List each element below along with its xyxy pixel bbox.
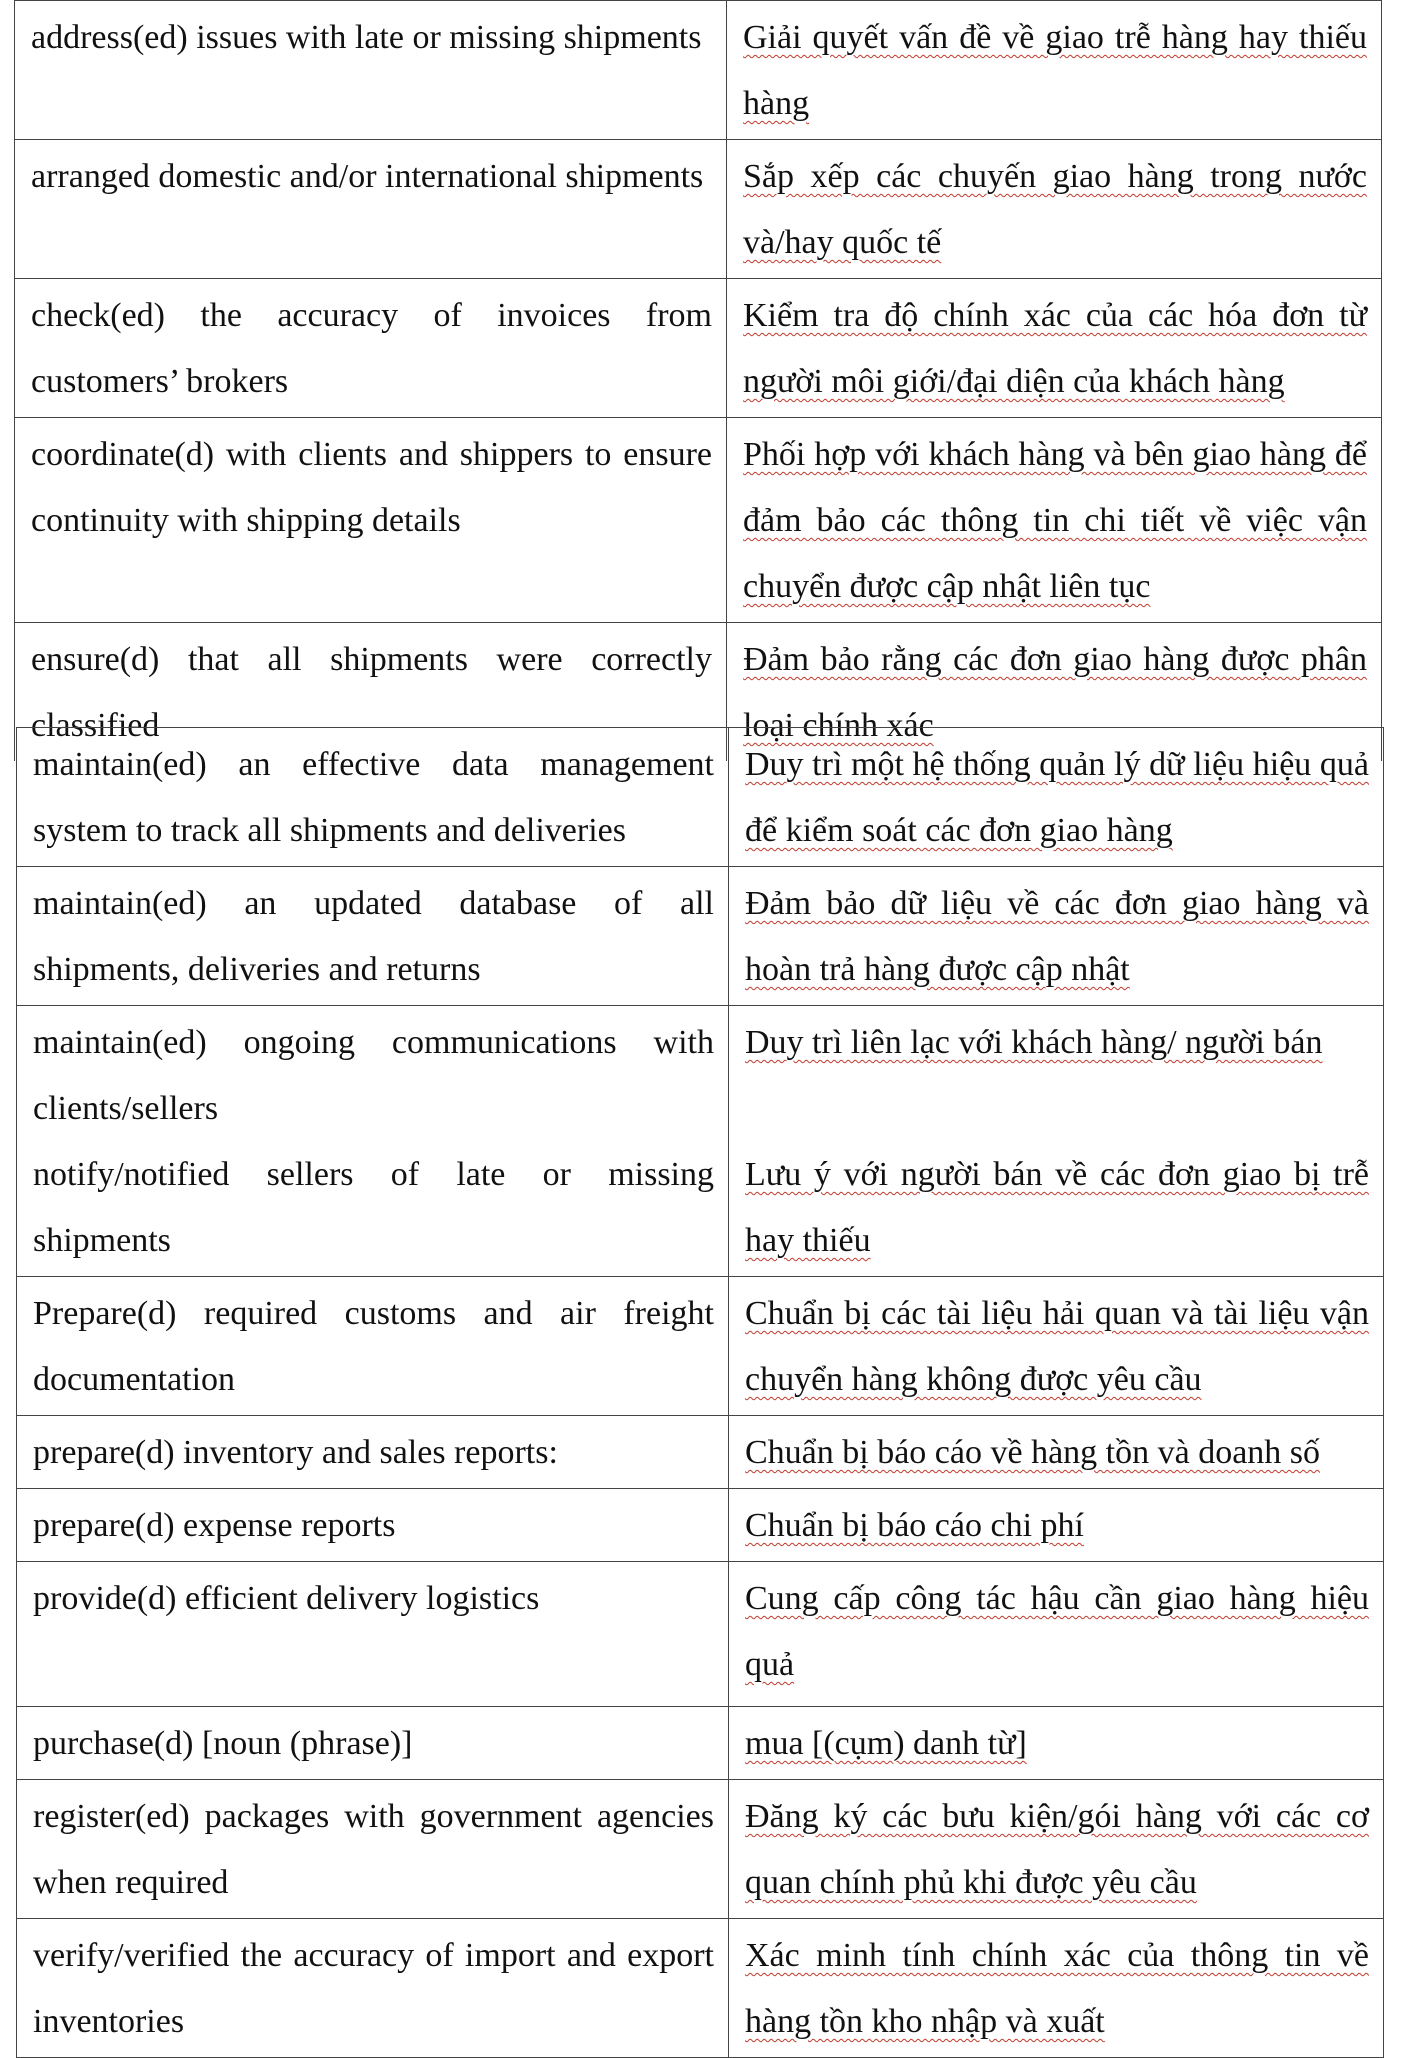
english-term: notify/notified sellers of late or missing shipments [33,1156,714,1259]
english-term: prepare(d) inventory and sales reports: [17,1416,729,1489]
table-row [15,1,1382,140]
table-row [17,1562,1384,1707]
table-row [17,1707,1384,1780]
vietnamese-translation: Đảm bảo dữ liệu về các đơn giao hàng và hoàn trả hàng được cập nhật [745,885,1369,988]
english-term: maintain(ed) an effective data management system to track all shipments and deliveries [17,728,729,867]
table-row [17,1277,1384,1416]
english-term: check(ed) the accuracy of invoices from customers’ brokers [15,279,727,418]
vietnamese-translation: Duy trì liên lạc với khách hàng/ người bán [745,1024,1323,1061]
english-term: maintain(ed) ongoing communications with clients/sellers [33,1024,714,1127]
english-term: ensure(d) that all shipments were correctly classified [15,623,727,762]
table-row [17,1780,1384,1919]
english-term: register(ed) packages with government agencies when required [17,1780,729,1919]
english-term: arranged domestic and/or international shipments [15,140,727,279]
vietnamese-translation: Chuẩn bị báo cáo chi phí [745,1507,1084,1544]
vietnamese-translation: Chuẩn bị các tài liệu hải quan và tài liệu vận chuyển hàng không được yêu cầu [745,1295,1369,1398]
table-row [17,1006,1384,1277]
english-term: maintain(ed) an updated database of all shipments, deliveries and returns [17,867,729,1006]
english-term: coordinate(d) with clients and shippers to ensure continuity with shipping details [15,418,727,623]
vietnamese-translation: Lưu ý với người bán về các đơn giao bị trễ hay thiếu [745,1156,1369,1259]
table-row [17,728,1384,867]
table-row [15,279,1382,418]
english-term: purchase(d) [noun (phrase)] [17,1707,729,1780]
glossary-table-part-1 [14,0,1382,761]
vietnamese-translation: Đăng ký các bưu kiện/gói hàng với các cơ quan chính phủ khi được yêu cầu [745,1798,1369,1901]
english-term: provide(d) efficient delivery logistics [17,1562,729,1707]
english-term: prepare(d) expense reports [17,1489,729,1562]
table-row [17,867,1384,1006]
vietnamese-translation: Chuẩn bị báo cáo về hàng tồn và doanh số [745,1434,1321,1471]
table-row [17,1919,1384,2058]
table-row [15,140,1382,279]
table-row [17,1416,1384,1489]
vietnamese-translation: Cung cấp công tác hậu cần giao hàng hiệu quả [745,1580,1369,1683]
glossary-table-part-2 [16,727,1384,2058]
vietnamese-translation: Kiểm tra độ chính xác của các hóa đơn từ người môi giới/đại diện của khách hàng [743,297,1367,400]
table-row [15,418,1382,623]
vietnamese-translation: Xác minh tính chính xác của thông tin về hàng tồn kho nhập và xuất [745,1937,1369,2040]
vietnamese-translation: Duy trì một hệ thống quản lý dữ liệu hiệu quả để kiểm soát các đơn giao hàng [745,746,1369,849]
table-row [17,1489,1384,1562]
vietnamese-translation: Sắp xếp các chuyến giao hàng trong nước và/hay quốc tế [743,158,1367,261]
english-term: Prepare(d) required customs and air freight documentation [17,1277,729,1416]
english-term: address(ed) issues with late or missing shipments [15,1,727,140]
vietnamese-translation: Giải quyết vấn đề về giao trễ hàng hay thiếu hàng [743,19,1367,122]
vietnamese-translation: Phối hợp với khách hàng và bên giao hàng để đảm bảo các thông tin chi tiết về việc vận chuyển được cập nhật liên tục [743,436,1367,605]
english-term: verify/verified the accuracy of import and export inventories [17,1919,729,2058]
vietnamese-translation: Đảm bảo rằng các đơn giao hàng được phân loại chính xác [743,641,1367,744]
vietnamese-translation: mua [(cụm) danh từ] [745,1725,1027,1762]
